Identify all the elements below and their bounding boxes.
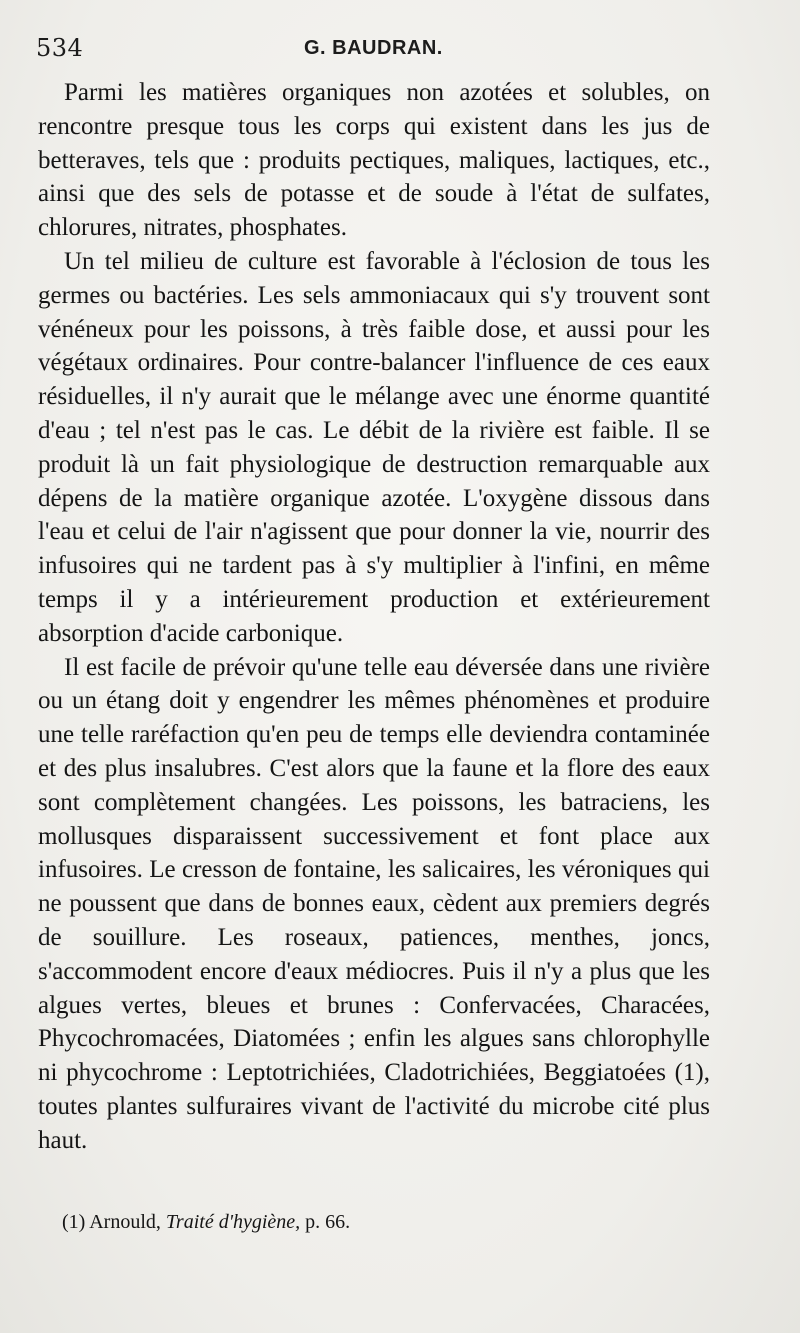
paragraph-2: Un tel milieu de culture est favorable à l'éclosion de tous les germes ou bactéries. Les sels ammoniacaux qui s'y trouvent sont vénéneux pour les poissons, à très faible dose, et aussi pour les végétaux ordinaires. Pour contre-balancer l'influence de ces eaux résiduelles, il n'y aurait que le mélange avec une énorme quantité d'eau ; tel n'est pas le cas. Le débit de la rivière est faible. Il se produit là un fait physiologique de destruction remarquable aux dépens de la matière organique azotée. L'oxygène dissous dans l'eau et celui de l'air n'agissent que pour donner la vie, nourrir des infusoires qui ne tardent pas à s'y multiplier à l'infini, en même temps il y a intérieurement production et extérieurement absorption d'acide carbonique. — [38, 247, 710, 647]
running-head: G. BAUDRAN. — [304, 37, 443, 59]
footnote-marker: (1) — [62, 1211, 86, 1233]
footnote-author: Arnould, — [89, 1211, 161, 1233]
body-text — [38, 76, 710, 1158]
paragraph-1: Parmi les matières organiques non azotées et solubles, on rencontre presque tous les corps qui existent dans les jus de betteraves, tels que : produits pectiques, maliques, lactiques, etc., ainsi que des sels de potasse et de soude à l'état de sulfates, chlorures, nitrates, phosphates. — [38, 79, 710, 242]
page-header — [36, 34, 736, 64]
paragraph-3: Il est facile de prévoir qu'une telle eau déversée dans une rivière ou un étang doit y engendrer les mêmes phénomènes et produire une telle raréfaction qu'en peu de temps elle deviendra contaminée et des plus insalubres. C'est alors que la faune et la flore des eaux sont complètement changées. Les poissons, les batraciens, les mollusques disparaissent successivement et font place aux infusoires. Le cresson de fontaine, les salicaires, les véroniques qui ne poussent que dans de bonnes eaux, cèdent aux premiers degrés de souillure. Les roseaux, patiences, menthes, joncs, s'accommodent encore d'eaux médiocres. Puis il n'y a plus que les algues vertes, bleues et brunes : Confervacées, Characées, Phycochromacées, Diatomées ; enfin les algues sans chlorophylle ni phycochrome : Leptotrichiées, Cladotrichiées, Beggiatoées (1), toutes plantes sulfuraires vivant de l'activité du microbe cité plus haut. — [38, 653, 710, 1154]
footnote-page: p. 66. — [305, 1211, 351, 1233]
footnote-work: Traité d'hygiène, — [165, 1211, 301, 1233]
footnote — [62, 1211, 702, 1234]
page-number: 534 — [36, 34, 84, 62]
